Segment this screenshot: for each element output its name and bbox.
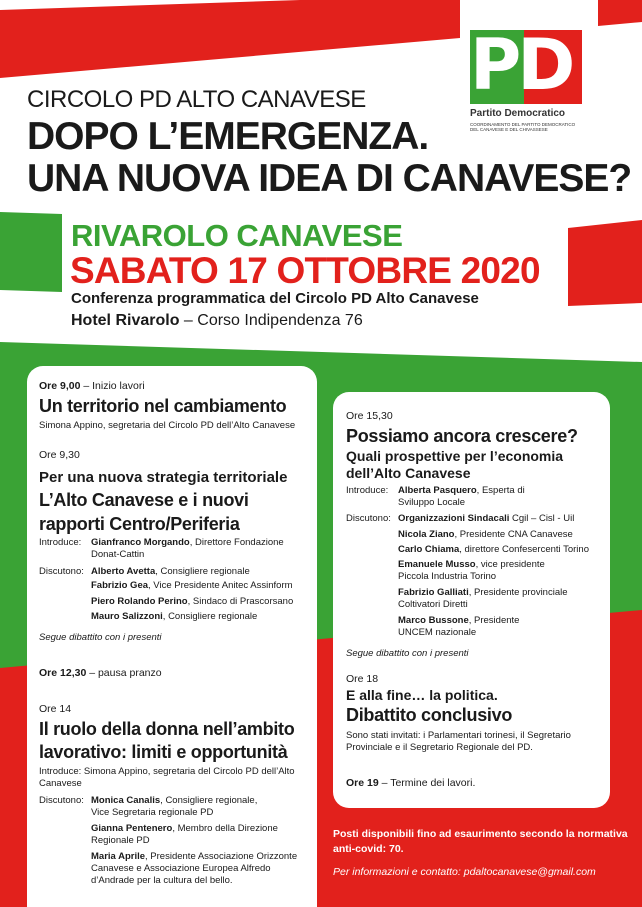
session-3-discussant-3-role: Canavese e Associazione Europea Alfredo: [91, 863, 271, 874]
session-2-discussant-3: Piero Rolando Perino, Sindaco di Prascorsano: [91, 596, 294, 607]
logo-name: Partito Democratico: [470, 108, 566, 119]
session-3-discussant-1-role: Vice Segretaria regionale PD: [91, 807, 214, 818]
session-3-discussant-3-role-2: d’Andrade per la cultura del bello.: [91, 875, 233, 886]
session-4-subtitle-2: dell’Alto Canavese: [346, 465, 471, 481]
session-3-title-1: Il ruolo della donna nell’ambito: [39, 719, 295, 739]
session-4-followup: Segue dibattito con i presenti: [346, 648, 469, 659]
event-city: RIVAROLO CANAVESE: [71, 218, 403, 253]
session-2-discussant-2: Fabrizio Gea, Vice Presidente Anitec Assinform: [91, 580, 293, 591]
session-1-time: Ore 9,00 – Inizio lavori: [39, 380, 145, 392]
session-5-title-1: E alla fine… la politica.: [346, 687, 498, 703]
session-1-speaker: Simona Appino, segretaria del Circolo PD dell’Alto Canavese: [39, 420, 296, 431]
session-2-subtitle-1: L’Alto Canavese e i nuovi: [39, 490, 249, 510]
session-4-subtitle-1: Quali prospettive per l’economia: [346, 448, 564, 464]
session-3-discussant-3: Maria Aprile, Presidente Associazione Orizzonte: [91, 851, 298, 862]
session-4-discussant-3: Carlo Chiama, direttore Confesercenti Torino: [398, 544, 589, 555]
session-3-title-2: lavorativo: limiti e opportunità: [39, 742, 288, 762]
session-4-discussant-2: Nicola Ziano, Presidente CNA Canavese: [398, 529, 573, 540]
red-right-stripe: [568, 220, 642, 306]
session-3-time: Ore 14: [39, 703, 72, 715]
contact-info: Per informazioni e contatto: pdaltocanavese@gmail.com: [333, 866, 596, 878]
session-2-introducer-org: Donat-Cattin: [91, 549, 145, 560]
venue-name: Hotel Rivarolo: [71, 312, 180, 329]
session-3-discussant-2: Gianna Pentenero, Membro della Direzione: [91, 823, 278, 834]
session-4-title: Possiamo ancora crescere?: [346, 426, 578, 446]
session-5-title-2: Dibattito conclusivo: [346, 705, 513, 725]
session-2-subtitle-2: rapporti Centro/Periferia: [39, 514, 240, 534]
logo-letters: PD: [470, 24, 572, 106]
end-of-works: Ore 19 – Termine dei lavori.: [346, 777, 476, 789]
session-1-title: Un territorio nel cambiamento: [39, 396, 287, 416]
title-line-2: UNA NUOVA IDEA DI CANAVESE?: [27, 157, 632, 200]
seats-note-2: anti-covid: 70.: [333, 843, 404, 855]
session-4-discussant-5-role: Coltivatori Diretti: [398, 599, 468, 610]
page-title: [27, 116, 631, 200]
seats-note-1: Posti disponibili fino ad esaurimento secondo la normativa: [333, 828, 628, 840]
session-4-discussant-4-role: Piccola Industria Torino: [398, 571, 497, 582]
conference-title: Conferenza programmatica del Circolo PD Alto Canavese: [71, 290, 479, 307]
session-4-discussant-5: Fabrizio Galliati, Presidente provinciale: [398, 587, 568, 598]
session-5-time: Ore 18: [346, 673, 379, 685]
logo-subtitle: COORDINAMENTO DEL PARTITO DEMOCRATICO DEL CANAVESE E DEL CHIVASSESE: [470, 122, 576, 132]
session-5-note-1: Sono stati invitati: i Parlamentari torinesi, il Segretario: [346, 730, 571, 741]
session-2-followup: Segue dibattito con i presenti: [39, 632, 162, 643]
title-line-1: DOPO L’EMERGENZA.: [27, 115, 429, 158]
session-3-introducer-org: Canavese: [39, 778, 82, 789]
session-4-introducer-role: Sviluppo Locale: [398, 497, 466, 508]
circolo-label: CIRCOLO PD ALTO CANAVESE: [27, 86, 366, 113]
session-2-time: Ore 9,30: [39, 449, 80, 461]
red-top-right-stripe: [598, 0, 642, 26]
session-3-discussant-2-role: Regionale PD: [91, 835, 150, 846]
lunch-break: Ore 12,30 – pausa pranzo: [39, 667, 162, 679]
green-left-stripe: [0, 212, 62, 292]
session-4-discussant-6: Marco Bussone, Presidente: [398, 615, 520, 626]
red-top-stripe: [0, 0, 460, 78]
session-4-discussant-4: Emanuele Musso, vice presidente: [398, 559, 545, 570]
venue: [71, 312, 363, 330]
session-2-discussant-4: Mauro Salizzoni, Consigliere regionale: [91, 611, 258, 622]
venue-address: – Corso Indipendenza 76: [179, 312, 363, 329]
session-2-title: Per una nuova strategia territoriale: [39, 469, 288, 486]
session-3-introducer: Introduce: Simona Appino, segretaria del Circolo PD dell’Alto: [39, 766, 295, 777]
event-date: SABATO 17 OTTOBRE 2020: [70, 250, 540, 291]
session-4-discussant-6-role: UNCEM nazionale: [398, 627, 477, 638]
session-5-note-2: Provinciale e il Segretario Regionale del PD.: [346, 742, 533, 753]
session-4-time: Ore 15,30: [346, 410, 393, 422]
